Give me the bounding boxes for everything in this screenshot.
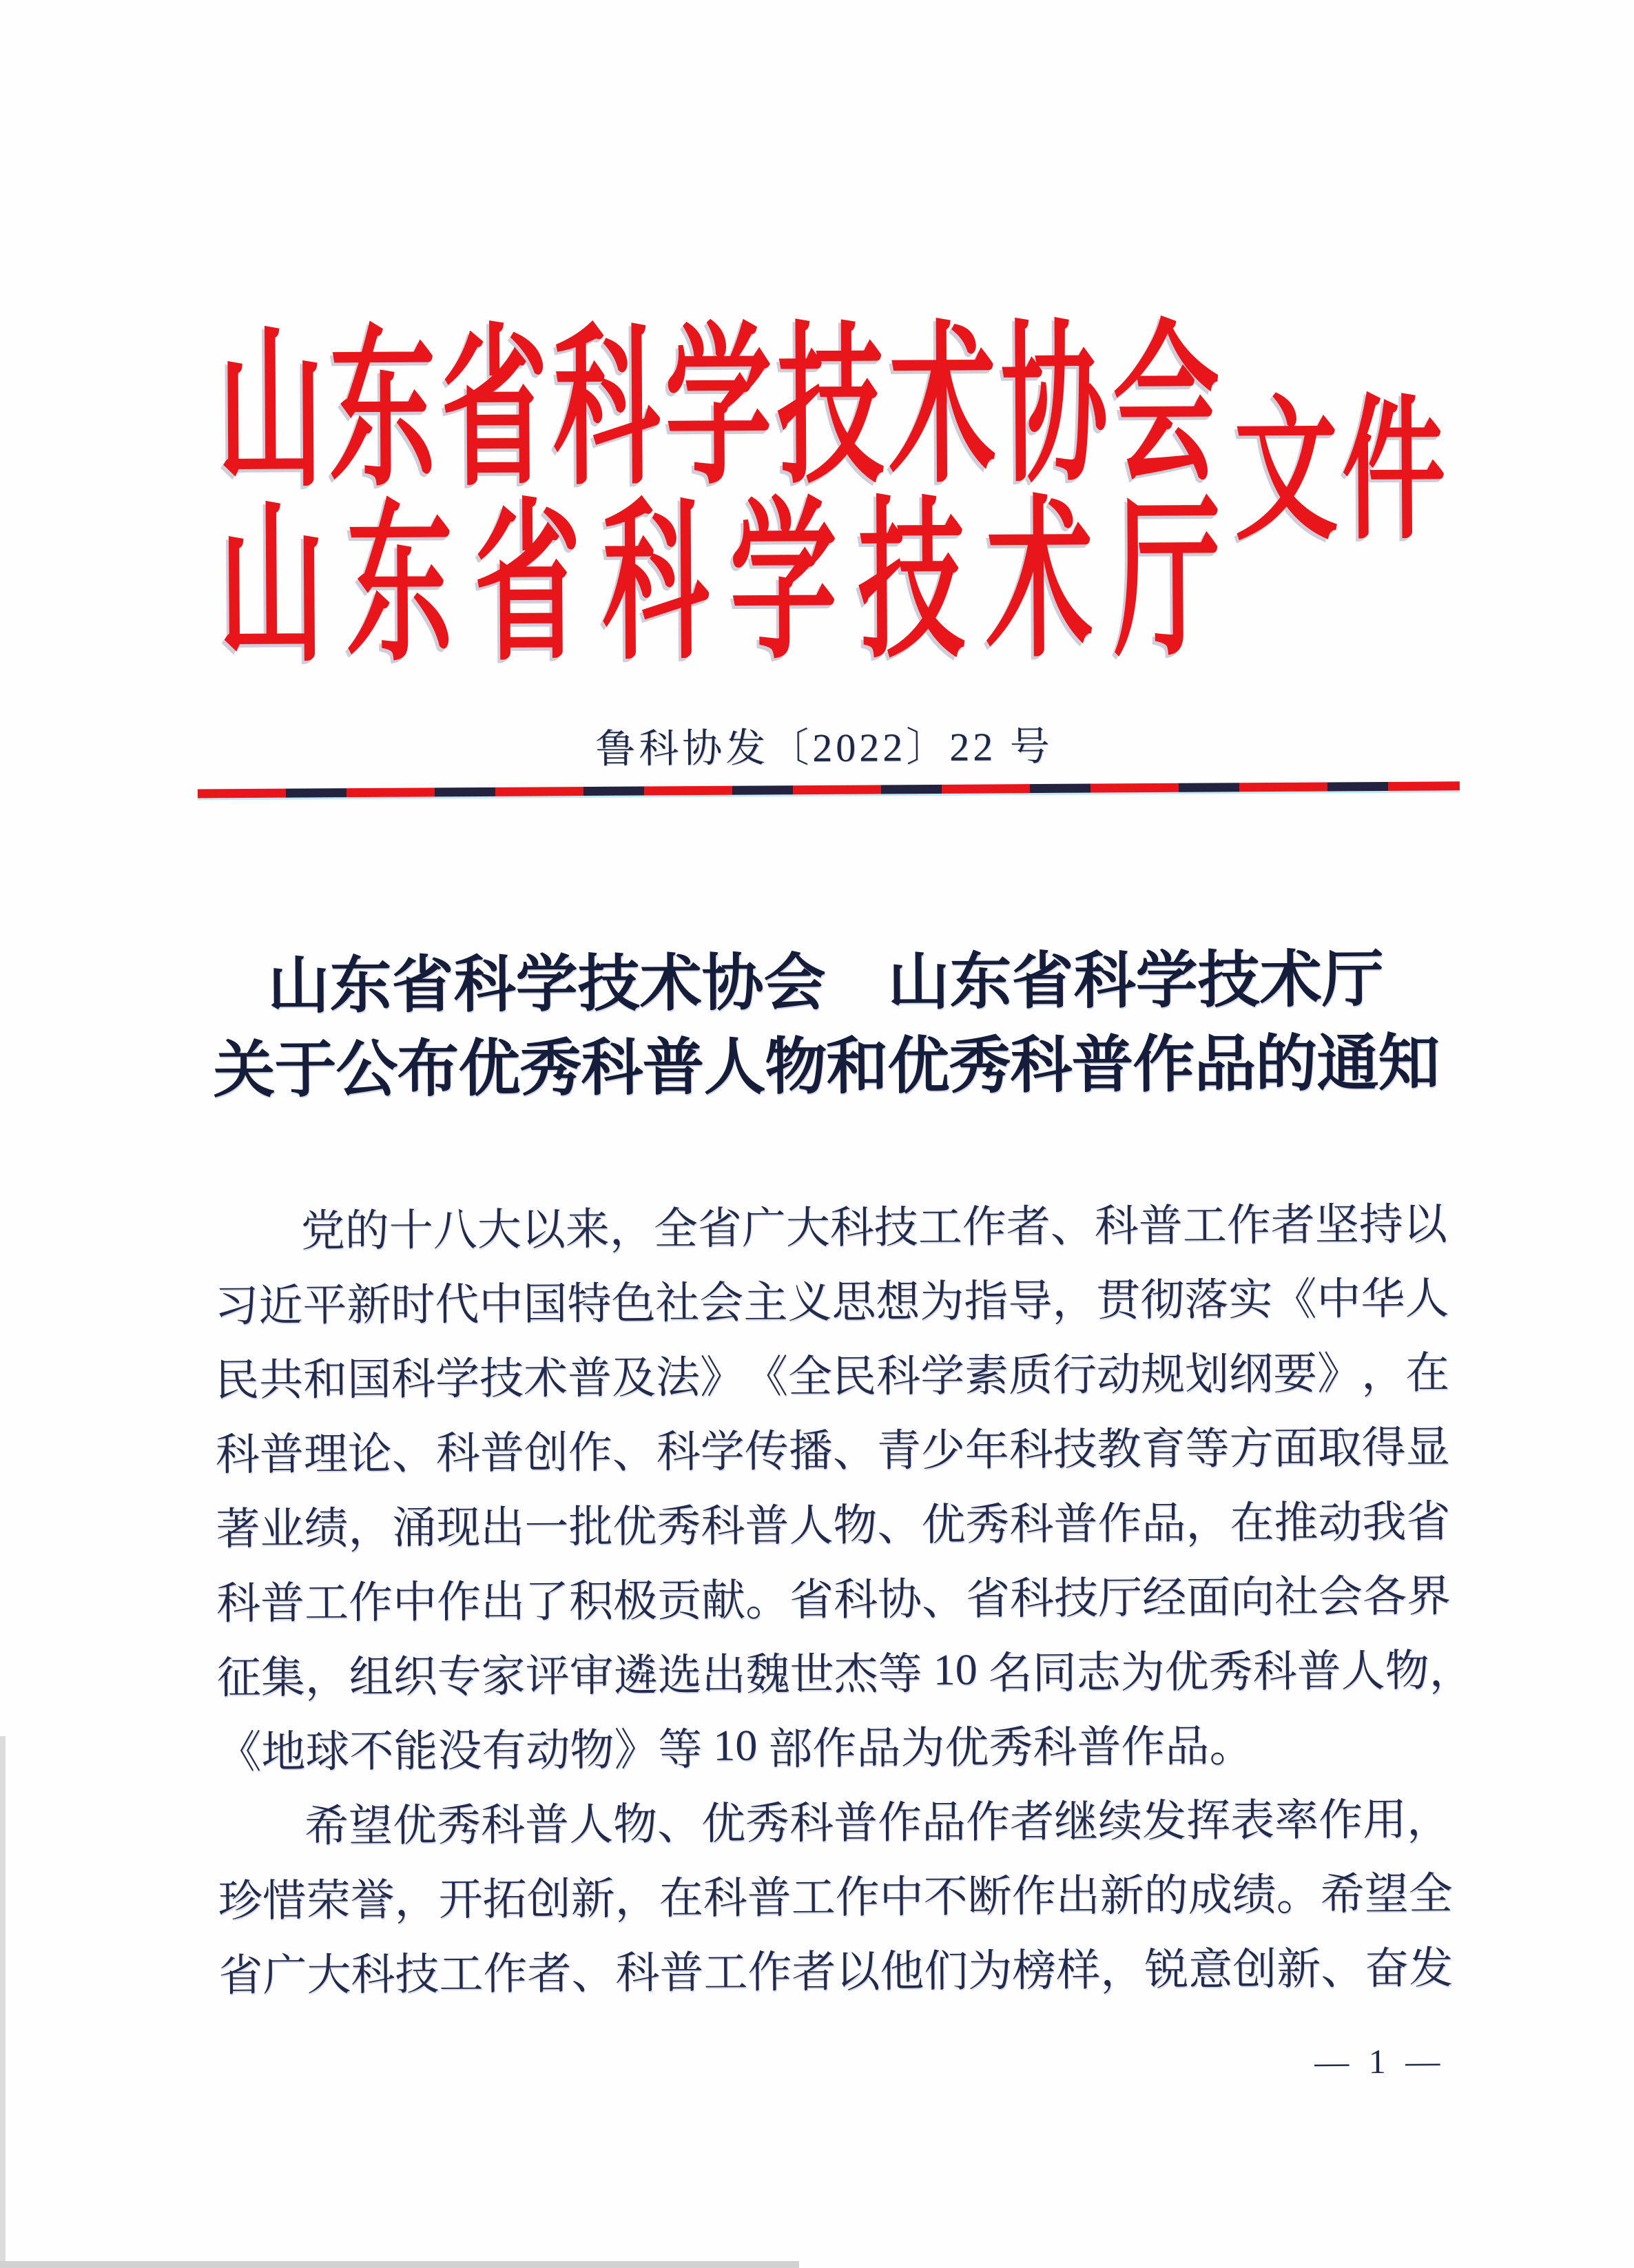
body-line: 民 共 和 国 科 学 技 术 普 及 法 》 《 全 民 科 学 素 质 行 动 规 划 纲 要 》 ， 在 [214, 1348, 1450, 1405]
document-title-line-1: 山东省科学技术协会 山东省科学技术厅 [267, 945, 1384, 1021]
letterhead-doc-type-label: 文件 [1234, 386, 1450, 559]
body-line: 党 的 十 八 大 以 来 ， 全 省 广 大 科 技 工 作 者 、 科 普 工 作 者 坚 持 以 [300, 1199, 1448, 1256]
body-line: 科 普 理 论 、 科 普 创 作 、 科 学 传 播 、 青 少 年 科 技 教 育 等 方 面 取 得 显 [215, 1423, 1451, 1480]
body-line: 《 地 球 不 能 没 有 动 物 》 等 10 部 作 品 为 优 秀 科 普 作 品 。 [217, 1720, 1254, 1777]
scan-edge-artifact-left [0, 1736, 6, 2268]
letterhead-org-line-2: 山 东 省 科 学 技 术 厅 [218, 484, 1221, 683]
body-line: 习 近 平 新 时 代 中 国 特 色 社 会 主 义 思 想 为 指 导 ， 贯 彻 落 实 《 中 华 人 [214, 1274, 1449, 1331]
body-line: 希 望 优 秀 科 普 人 物 、 优 秀 科 普 作 品 作 者 继 续 发 挥 表 率 作 用 ， [304, 1795, 1451, 1851]
scan-edge-artifact-bottom [0, 2261, 799, 2268]
page-number: — 1 — [1314, 2041, 1446, 2081]
red-divider-rule [198, 781, 1460, 798]
letterhead-org-line-1: 山 东 省 科 学 技 术 协 会 [216, 309, 1221, 508]
body-line: 省 广 大 科 技 工 作 者 、 科 普 工 作 者 以 他 们 为 榜 样 ， 锐 意 创 新 、 奋 发 [218, 1944, 1454, 2001]
body-line: 征 集 ， 组 织 专 家 评 审 遴 选 出 魏 世 杰 等 10 名 同 志 为 优 秀 科 普 人 物 ， [216, 1645, 1473, 1703]
body-line: 著 业 绩 ， 涌 现 出 一 批 优 秀 科 普 人 物 、 优 秀 科 普 作 品 ， 在 推 动 我 省 [216, 1497, 1451, 1554]
body-line: 科 普 工 作 中 作 出 了 积 极 贡 献 。 省 科 协 、 省 科 技 厅 经 面 向 社 会 各 界 [216, 1571, 1451, 1629]
body-line: 珍 惜 荣 誉 ， 开 拓 创 新 ， 在 科 普 工 作 中 不 断 作 出 新 的 成 绩 。 希 望 全 [218, 1869, 1453, 1926]
document-title-line-2: 关于公布优秀科普人物和优秀科普作品的通知 [213, 1029, 1440, 1106]
body-text [214, 1183, 1473, 2009]
document-reference-number: 鲁科协发〔2022〕22 号 [595, 723, 1054, 772]
